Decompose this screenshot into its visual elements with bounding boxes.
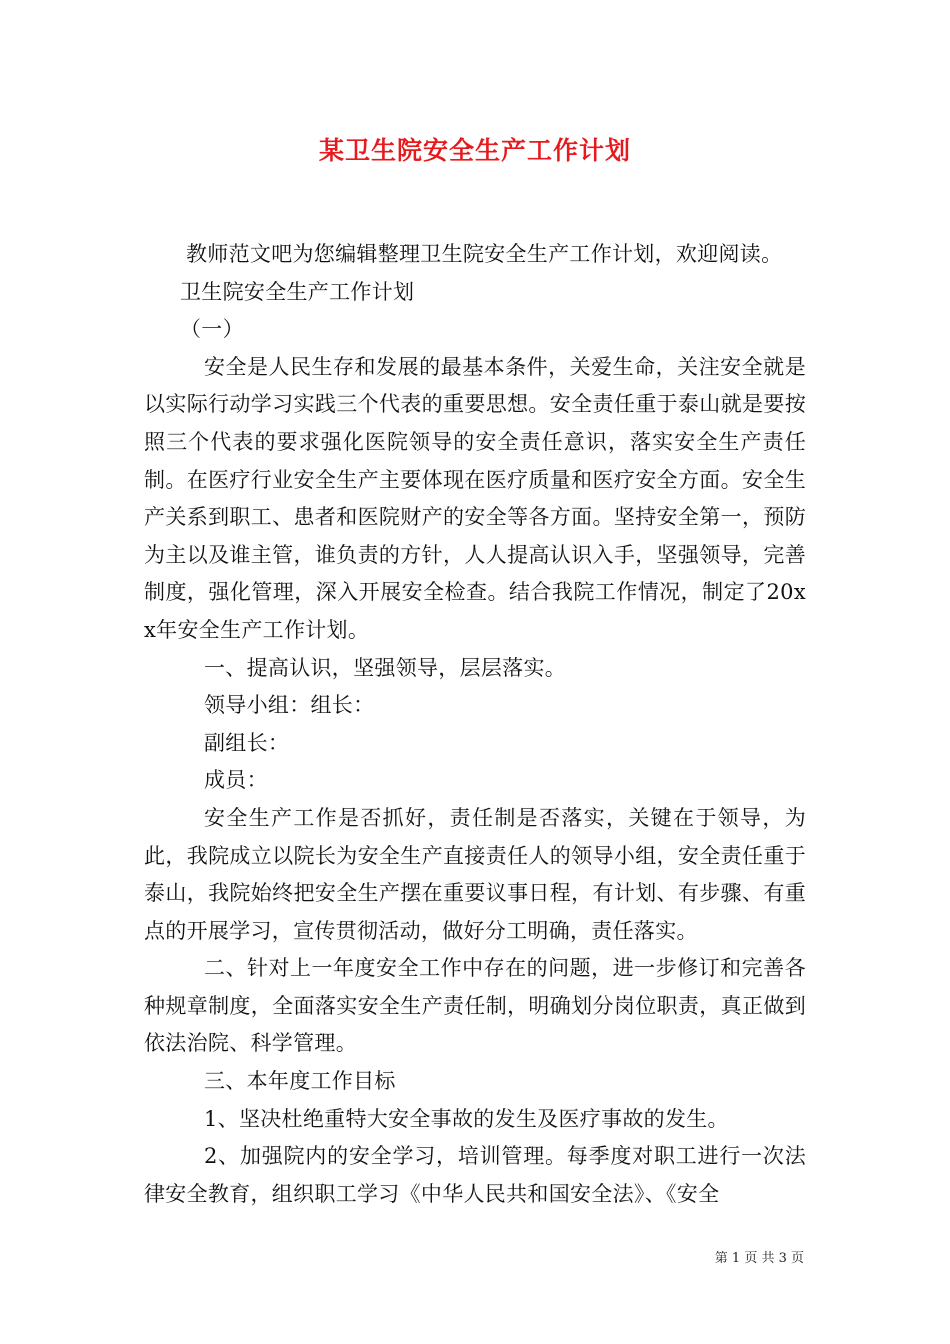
paragraph-intro: 教师范文吧为您编辑整理卫生院安全生产工作计划，欢迎阅读。 (186, 242, 783, 266)
paragraph-goal-two: 2、加强院内的安全学习，培训管理。每季度对职工进行一次法律安全教育，组织职工学习《中华人民共和国安全法》、《安全 (144, 1144, 806, 1206)
paragraph-section-number: （一） (180, 317, 244, 342)
paragraph-deputy-leader: 副组长： (204, 730, 290, 755)
document-title: 某卫生院安全生产工作计划 (318, 136, 631, 165)
paragraph-goal-one: 1、坚决杜绝重特大安全事故的发生及医疗事故的发生。 (204, 1106, 729, 1131)
paragraph-responsibility: 安全生产工作是否抓好，责任制是否落实，关键在于领导，为此，我院成立以院长为安全生产直接责任人的领导小组，安全责任重于泰山，我院始终把安全生产摆在重要议事日程，有计划、有步骤、有重点的开展学习，宣传贯彻活动，做好分工明确，责任落实。 (144, 805, 806, 943)
paragraph-safety-overview: 安全是人民生存和发展的最基本条件，关爱生命，关注安全就是以实际行动学习实践三个代表的重要思想。安全责任重于泰山就是要按照三个代表的要求强化医院领导的安全责任意识，落实安全生产责任制。在医疗行业安全生产主要体现在医疗质量和医疗安全方面。安全生产关系到职工、患者和医院财产的安全等各方面。坚持安全第一，预防为主以及谁主管，谁负责的方针，人人提高认识入手，坚强领导，完善制度，强化管理，深入开展安全检查。结合我院工作情况，制定了20xx年安全生产工作计划。 (144, 354, 806, 642)
page-number: 第 1 页 共 3 页 (714, 1251, 804, 1266)
paragraph-heading-one: 一、提高认识，坚强领导，层层落实。 (204, 655, 567, 680)
paragraph-heading-two: 二、针对上一年度安全工作中存在的问题，进一步修订和完善各种规章制度，全面落实安全生产责任制，明确划分岗位职责，真正做到依法治院、科学管理。 (144, 956, 806, 1056)
paragraph-subtitle: 卫生院安全生产工作计划 (180, 279, 415, 304)
paragraph-heading-three: 三、本年度工作目标 (204, 1069, 396, 1094)
document-body (144, 236, 806, 1213)
paragraph-leader-group: 领导小组：组长： (204, 693, 375, 718)
paragraph-members: 成员： (204, 768, 268, 793)
